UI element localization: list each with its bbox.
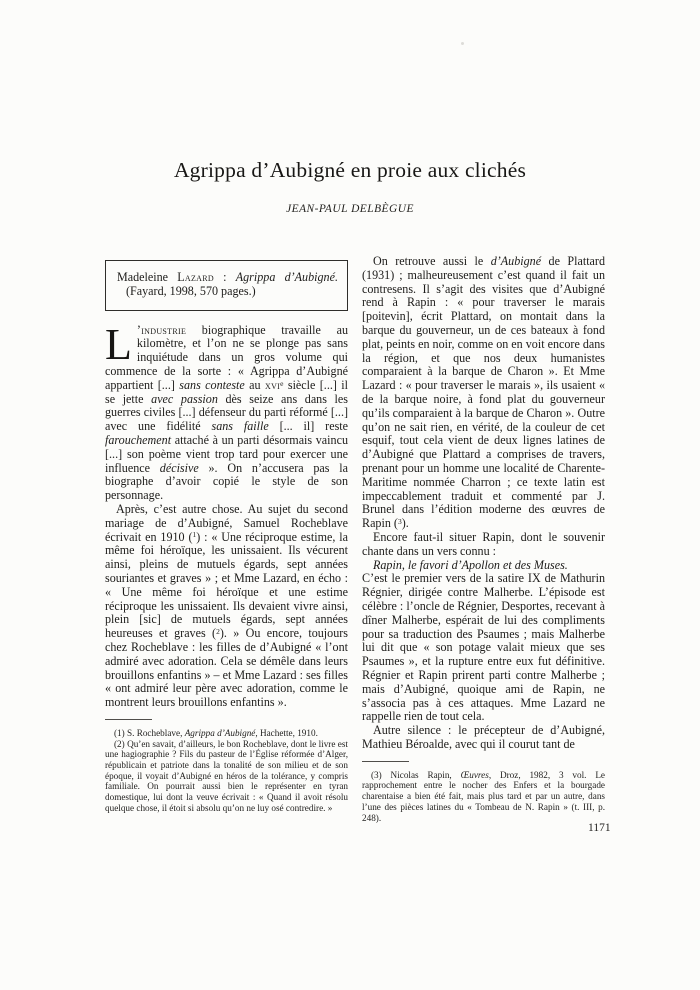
footnote-2: (2) Qu’en savait, d’ailleurs, le bon Rocheblave, dont le livre est une hagiographie ? Fils du pasteur de l’Église réformée d’Alger, républicain et patriote dans la tonalité de son milieu et de son époque, il voyait d’Aubigné en héros de la tolérance, y compris familiale. On pourrait aussi bien le représenter en tyran domestique, lui dont la veuve écrivait : « Quand il avoit résolu quelque chose, il étoit si absolu qu’on ne luy osé contredire. » — [105, 738, 348, 813]
paragraph-opening — [105, 319, 349, 503]
review-citation-box — [105, 260, 348, 311]
paragraph: C’est le premier vers de la satire IX de Mathurin Régnier, dirigée contre Malherbe. L’épisode est célèbre : l’oncle de Régnier, Desportes, recevant à dîner Malherbe, espérait de lui des compliments pour sa traduction des Psaumes ; mais Malherbe lui dit que « son potage valait mieux que ses Psaumes », et la rupture entre eux fut définitive. Régnier et Rapin prirent parti contre Malherbe ; mais d’Aubigné, quoique ami de Rapin, ne s’associa pas à ces attaques. Mme Lazard ne rappelle rien de tout cela. — [362, 571, 605, 724]
paragraph: Après, c’est autre chose. Au sujet du second mariage de d’Aubigné, Samuel Rocheblave écrivait en 1910 ($^1$) : « Une réciproque estime, la même foi héroïque, les unissaient. Ils vécurent ainsi, pleins de mutuels égards, sept années souriantes et graves » ; et Mme Lazard, en écho : « Une même foi héroïque et une estime réciproque les unissaient. Ils devaient vivre ainsi, plein [sic] de mutuels égards, sept années heureuses et graves ($^2$). » Ou encore, toujours chez Rocheblave : les filles de d’Aubigné « l’ont admiré avec adoration. Cela se démêle dans leurs brouillons enfantins » – et Mme Lazard : ses filles « ont admiré leur père avec adoration, comme le montrent leurs brouillons enfantins ». — [105, 501, 348, 710]
right-column — [362, 255, 605, 823]
footnote-separator — [105, 719, 152, 720]
article-author: JEAN-PAUL DELBÈGUE — [286, 203, 414, 215]
page-number: 1171 — [588, 822, 611, 834]
footnote-3: (3) Nicolas Rapin, Œuvres, Droz, 1982, 3 vol. Le rapprochement entre le nocher des Enfers et la bourgade charentaise a bien été fait, mais plus tard et par un autre, dans l’une des pièces latines du « Tombeau de N. Rapin » (t. III, p. 248). — [362, 769, 606, 823]
paragraph-opening-text: ’industrie biographique travaille au kilomètre, et l’on ne se plonge pas sans inquiétude dans un gros volume qui commence de la sorte : « Agrippa d’Aubigné appartient [...] sans conteste au xvi$^e$ siècle [...] il se jette avec passion dès seize ans dans les guerres civiles [...] défenseur du parti réformé [...] avec une fidélité sans faille [... il] reste farouchement attaché à un parti désormais vaincu [...] son poème vient trop tard pour exercer une influence décisive ». On n’accusera pas la biographe d’avoir copié le style de son personnage. — [105, 322, 349, 503]
paragraph: Encore faut-il situer Rapin, dont le souvenir chante dans un vers connu : — [362, 529, 605, 558]
paragraph: Autre silence : le précepteur de d’Aubigné, Mathieu Béroalde, avec qui il courut tant de — [362, 723, 605, 751]
paragraph: On retrouve aussi le d’Aubigné de Plattard (1931) ; malheureusement c’est quand il fait un contresens. Il s’agit des visites que d’Aubigné rend à Rapin : « pour traverser le marais [poitevin], écrit Plattard, on montait dans la barque du gouverneur, un de ces bateaux à fond plat, peints en noir, comme on en voit encore dans la région, et que nos deux humanistes comparaient à la barque de Charon ». Et Mme Lazard : « pour traverser le marais », ils usaient « de la barque noire, à fond plat du gouverneur qu’ils comparaient à la barque de Charon ». Outre qu’on ne sait rien, en vérité, de la couleur de cet esquif, tout cela vient de deux lignes latines de d’Aubigné que Plattard a comprises de travers, prenant pour un homme une localité de Charente-Maritime nommée Charron ; ce texte latin est impeccablement traduit et commenté par J. Brunel dans l’édition moderne des œuvres de Rapin ($^3$). — [362, 254, 606, 531]
article-title: Agrippa d’Aubigné en proie aux clichés — [173, 158, 527, 182]
verse-quotation: Rapin, le favori d’Apollon et des Muses. — [373, 557, 568, 572]
review-citation-line2: (Fayard, 1998, 570 pages.) — [126, 283, 256, 298]
drop-cap: L — [105, 319, 132, 369]
scan-artifact — [461, 42, 464, 45]
footnote-separator — [362, 761, 409, 762]
review-citation-line1: Madeleine Lazard : Agrippa d’Aubigné. — [117, 270, 338, 284]
left-column — [105, 260, 348, 814]
footnote-1: (1) S. Rocheblave, Agrippa d’Aubigné, Hachette, 1910. — [114, 727, 318, 738]
